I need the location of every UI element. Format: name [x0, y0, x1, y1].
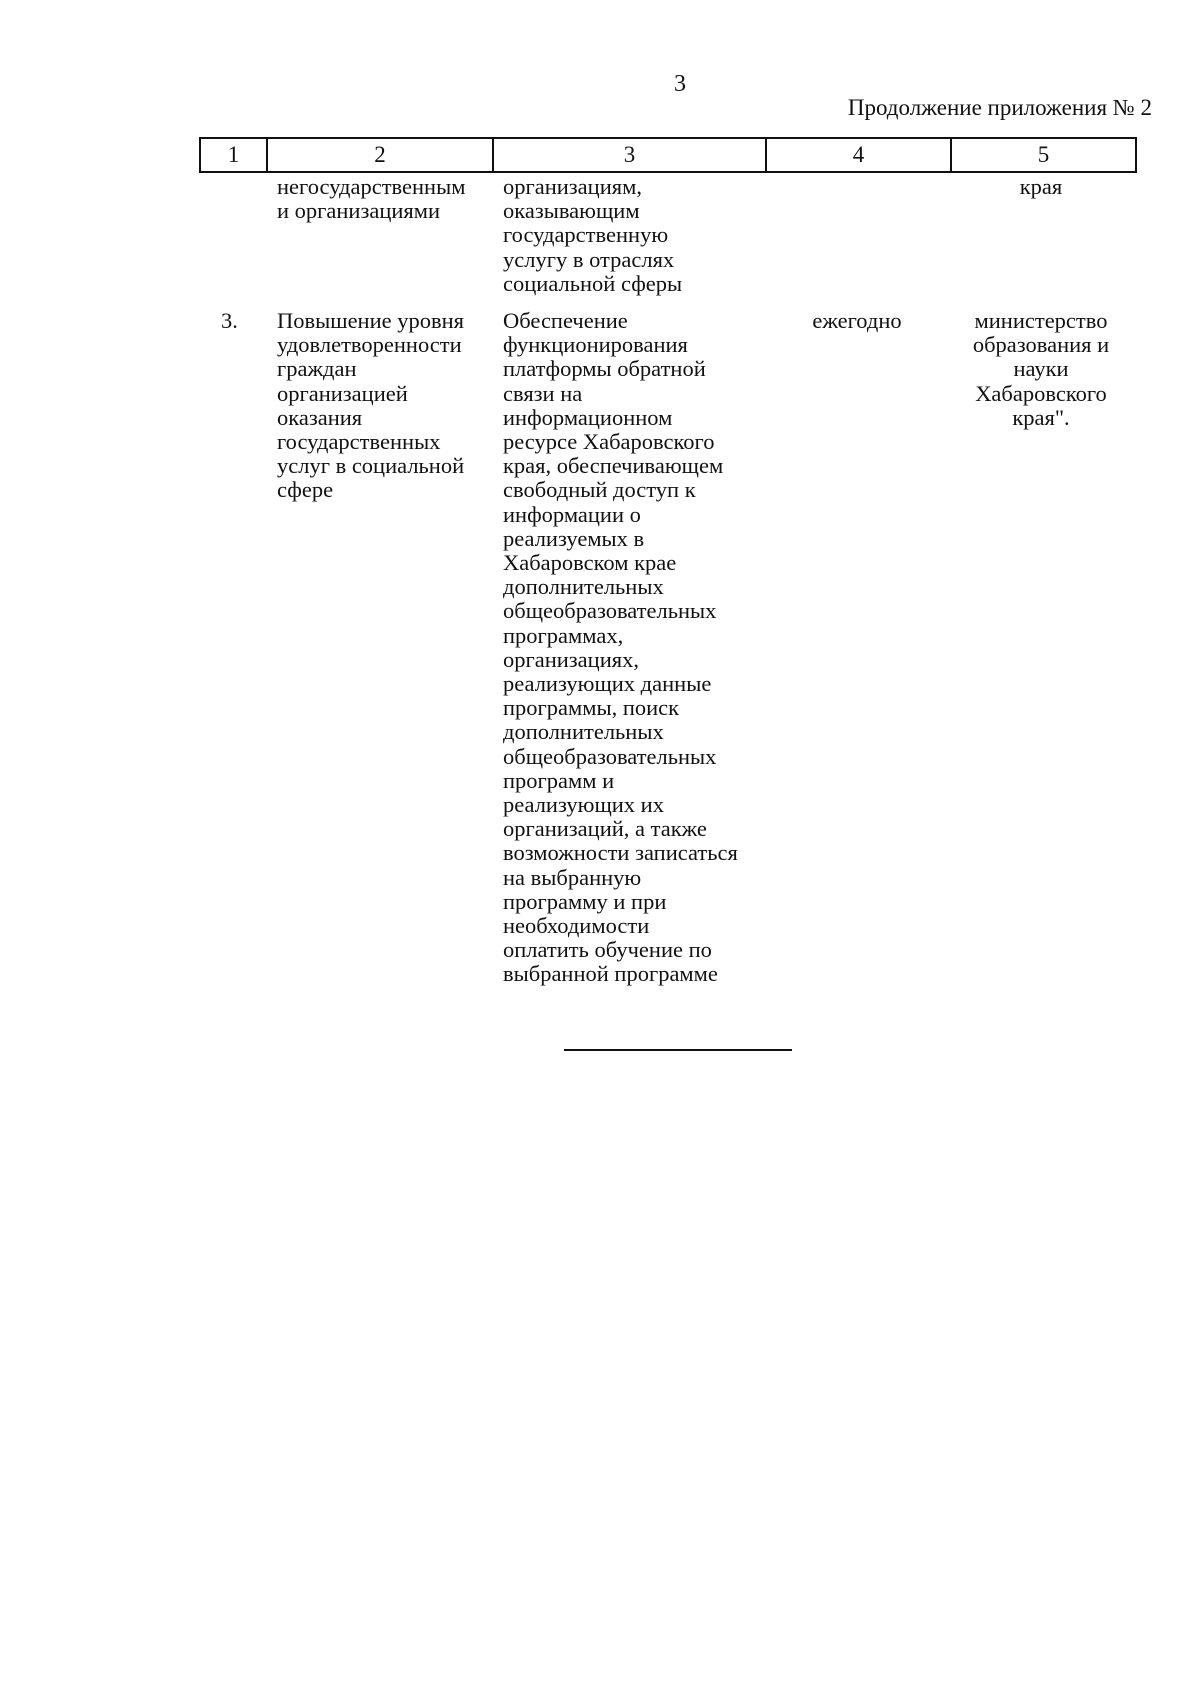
row-1-responsible: края [1019, 174, 1063, 199]
row-3-goal: Повышение уровня удовлетворенности граждан организацией оказания государственных услуг в социальной сфере [277, 308, 465, 503]
row-3-responsible: министерство образования и науки Хабаровского края". [972, 308, 1110, 430]
row-1-goal: негосударственным и организациями [277, 174, 466, 224]
column-header-3: 3 [494, 139, 767, 171]
row-1-activity: организациям, оказывающим государственную услугу в отраслях социальной сферы [503, 174, 683, 296]
column-header-4: 4 [767, 139, 952, 171]
page-number: 3 [674, 71, 686, 97]
row-3-number: 3. [221, 308, 238, 333]
column-header-2: 2 [268, 139, 494, 171]
end-of-document-rule [564, 1049, 792, 1051]
appendix-continuation-label: Продолжение приложения № 2 [847, 95, 1152, 120]
row-3-deadline: ежегодно [812, 308, 902, 333]
table-header-row [199, 137, 1137, 173]
row-3-activity: Обеспечение функционирования платформы обратной связи на информационном ресурсе Хабаровского края, обеспечивающем свободный доступ к информации о реализуемых в Хабаровском крае дополнительных общеобразовательных программах, организациях, реализующих данные программы, поиск дополнительных общеобразовательных программ и реализующих их организаций, а также возможности записаться на выбранную программу и при необходимости оплатить обучение по выбранной программе [503, 308, 738, 987]
column-header-5: 5 [1037, 142, 1050, 167]
column-header-1: 1 [201, 139, 268, 171]
